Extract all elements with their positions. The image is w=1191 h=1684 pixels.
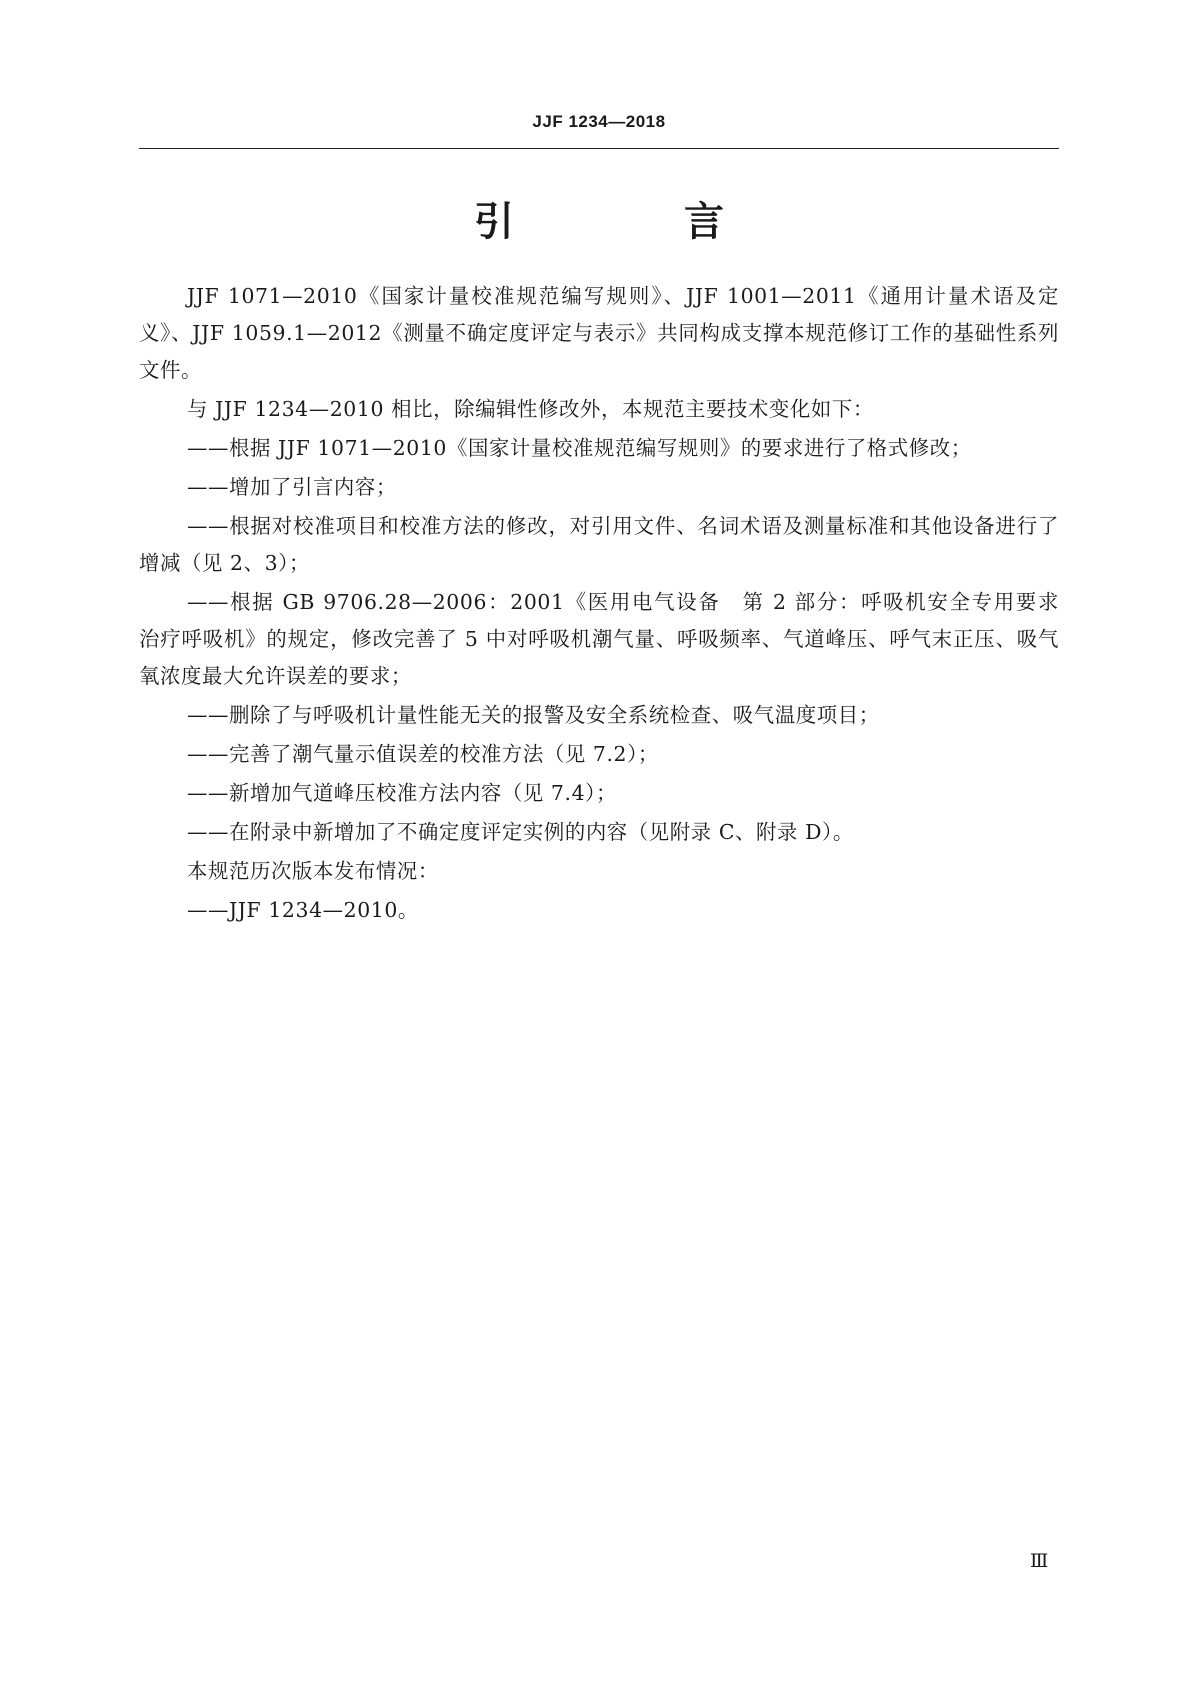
paragraph: 本规范历次版本发布情况：	[187, 859, 439, 883]
paragraph: JJF 1071—2010《国家计量校准规范编写规则》、JJF 1001—2011《通用计量术语及定义》、JJF 1059.1—2012《测量不确定度评定与表示》共同构成支撑本规范修订工作的基础性系列文件。	[139, 284, 1059, 382]
list-item: ——删除了与呼吸机计量性能无关的报警及安全系统检查、吸气温度项目；	[187, 703, 880, 727]
document-body	[139, 278, 1080, 931]
section-title: 引 言	[474, 199, 802, 245]
list-item: ——根据 JJF 1071—2010《国家计量校准规范编写规则》的要求进行了格式修改；	[187, 436, 972, 460]
list-item: ——在附录中新增加了不确定度评定实例的内容（见附录 C、附录 D）。	[187, 820, 854, 844]
list-item: ——根据 GB 9706.28—2006：2001《医用电气设备 第 2 部分：呼吸机安全专用要求 治疗呼吸机》的规定，修改完善了 5 中对呼吸机潮气量、呼吸频率、气道峰压、呼气末正压、吸气氧浓度最大允许误差的要求；	[139, 590, 1080, 688]
list-item: ——根据对校准项目和校准方法的修改，对引用文件、名词术语及测量标准和其他设备进行了增减（见 2、3）；	[139, 514, 1059, 575]
list-item: ——增加了引言内容；	[187, 475, 397, 499]
list-item: ——完善了潮气量示值误差的校准方法（见 7.2）；	[187, 742, 659, 766]
list-item: ——新增加气道峰压校准方法内容（见 7.4）；	[187, 781, 617, 805]
list-item: ——JJF 1234—2010。	[187, 898, 419, 922]
page-number: Ⅲ	[1030, 1550, 1049, 1572]
running-header: JJF 1234—2018	[532, 112, 666, 131]
paragraph: 与 JJF 1234—2010 相比，除编辑性修改外，本规范主要技术变化如下：	[187, 397, 874, 421]
header-divider	[139, 148, 1059, 149]
